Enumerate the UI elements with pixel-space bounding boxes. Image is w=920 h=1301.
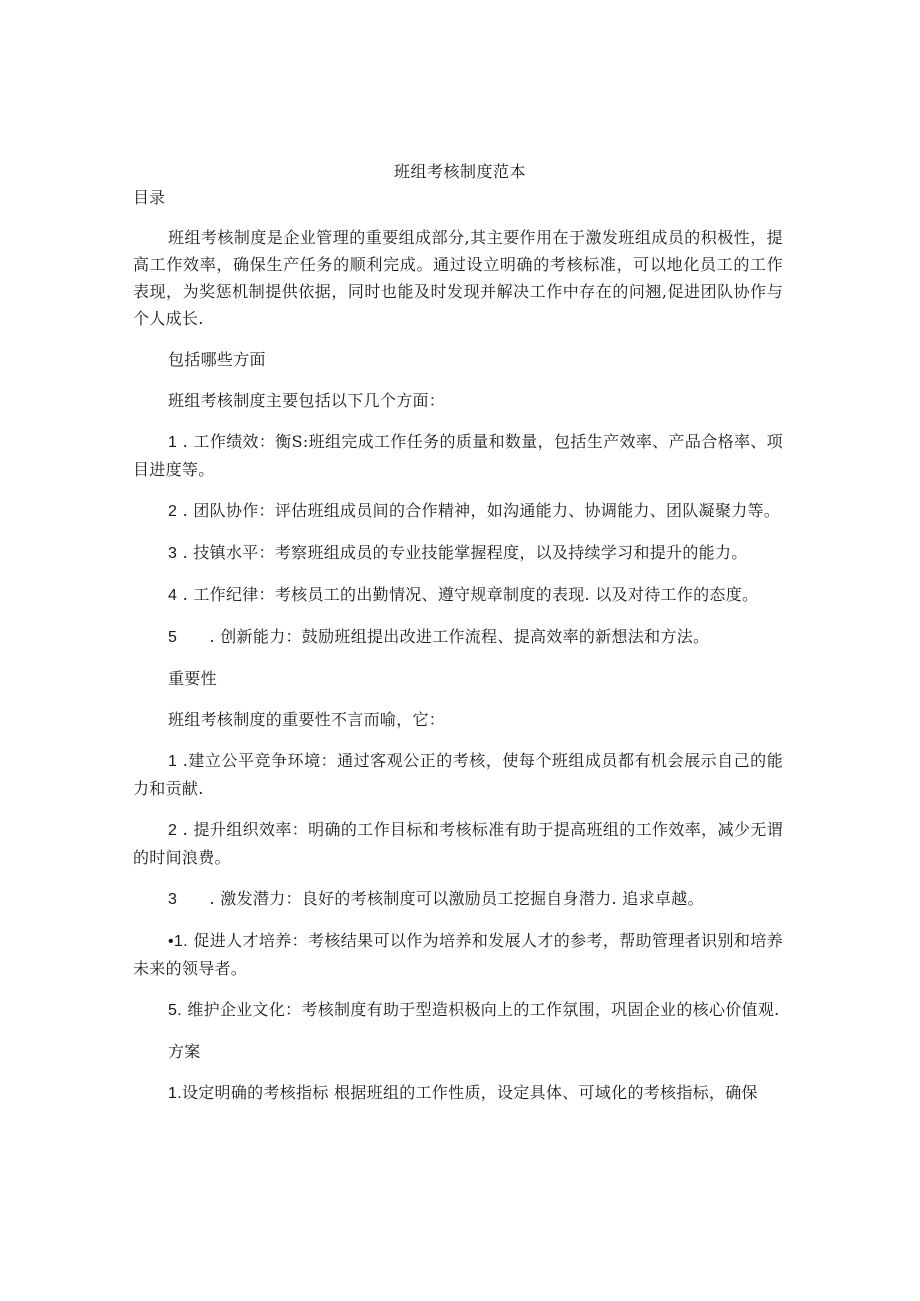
section-lead-importance: 班组考核制度的重要性不言而喻，它： bbox=[168, 710, 446, 729]
item-text: . 团队协作：评估班组成员间的合作精神，如沟通能力、协调能力、团队凝聚力等。 bbox=[177, 501, 781, 520]
item-text: . 提升组织效率：明确的工作目标和考核标准有助于提高班组的工作效率，减少无谓的时间浪费。 bbox=[133, 820, 783, 867]
item-text: . 激发潜力：良好的考核制度可以激励员工挖掘自身潜力. 追求卓越。 bbox=[177, 889, 704, 908]
item-number: 2 bbox=[168, 822, 178, 839]
item-text: .建立公平竞争环境：通过客观公正的考核，使每个班组成员都有机会展示自己的能力和贡献. bbox=[133, 751, 783, 798]
list-item bbox=[133, 497, 783, 525]
list-item bbox=[133, 816, 783, 871]
item-text: . 工作绩效：衡S:班组完成工作任务的质量和数量，包括生产效率、产品合格率、项目进度等。 bbox=[133, 432, 783, 479]
document-title: 班组考核制度范本 bbox=[393, 162, 526, 181]
item-text: 促进人才培养：考核结果可以作为培养和发展人才的参考，帮助管理者识别和培养未来的领导者。 bbox=[133, 931, 783, 978]
item-number: 1 bbox=[168, 434, 178, 451]
item-number: 2 bbox=[168, 503, 178, 520]
list-item bbox=[133, 581, 783, 609]
item-text: 维护企业文化：考核制度有助于型造枳极向上的工作氛围，巩固企业的核心价值观. bbox=[181, 1000, 780, 1019]
section-heading-aspects: 包括哪些方面 bbox=[168, 350, 266, 369]
list-item bbox=[133, 996, 783, 1024]
list-item bbox=[133, 927, 783, 982]
section-heading-plan: 方案 bbox=[168, 1042, 201, 1061]
item-text: . 工作纪律：考核员工的出勤情况、遵守规章制度的表现. 以及对待工作的态度。 bbox=[177, 585, 759, 604]
toc-label: 目录 bbox=[133, 188, 166, 207]
list-item bbox=[133, 539, 783, 567]
section-heading-importance: 重要性 bbox=[168, 669, 217, 688]
item-number: 3 bbox=[168, 545, 178, 562]
item-text: . 技镇水平：考察班组成员的专业技能掌握程度，以及持续学习和提升的能力。 bbox=[177, 543, 748, 562]
item-number: 4 bbox=[168, 587, 178, 604]
item-number: 3 bbox=[168, 891, 178, 908]
list-item bbox=[133, 623, 783, 651]
item-number: 5 bbox=[168, 629, 178, 646]
item-number: •1. bbox=[168, 933, 188, 950]
item-text: . 创新能力：鼓励班组提出改进工作流程、提高效率的新想法和方法。 bbox=[177, 627, 710, 646]
intro-paragraph: 班组考核制度是企业管理的重要组成部分,其主要作用在于激发班组成员的积极性，提高工作效率，确保生产任务的顺利完成。通过设立明确的考核标准，可以地化员工的工作表现，为奖惩机制提供依据，同时也能及时发现并解决工作中存在的问翘,促进团队协作与个人成长. bbox=[133, 228, 783, 328]
document-body bbox=[133, 224, 783, 1121]
item-number: 5. bbox=[168, 1002, 182, 1019]
section-lead-aspects: 班组考核制度主要包括以下几个方面： bbox=[168, 391, 446, 410]
item-number: 1. bbox=[168, 1085, 182, 1102]
list-item bbox=[133, 747, 783, 802]
list-item bbox=[133, 428, 783, 483]
list-item bbox=[133, 1079, 783, 1107]
list-item bbox=[133, 885, 783, 913]
item-number: 1 bbox=[168, 753, 178, 770]
item-text: 设定明确的考核指标 根据班组的工作性质，设定具体、可域化的考核指标，确保 bbox=[181, 1083, 758, 1102]
